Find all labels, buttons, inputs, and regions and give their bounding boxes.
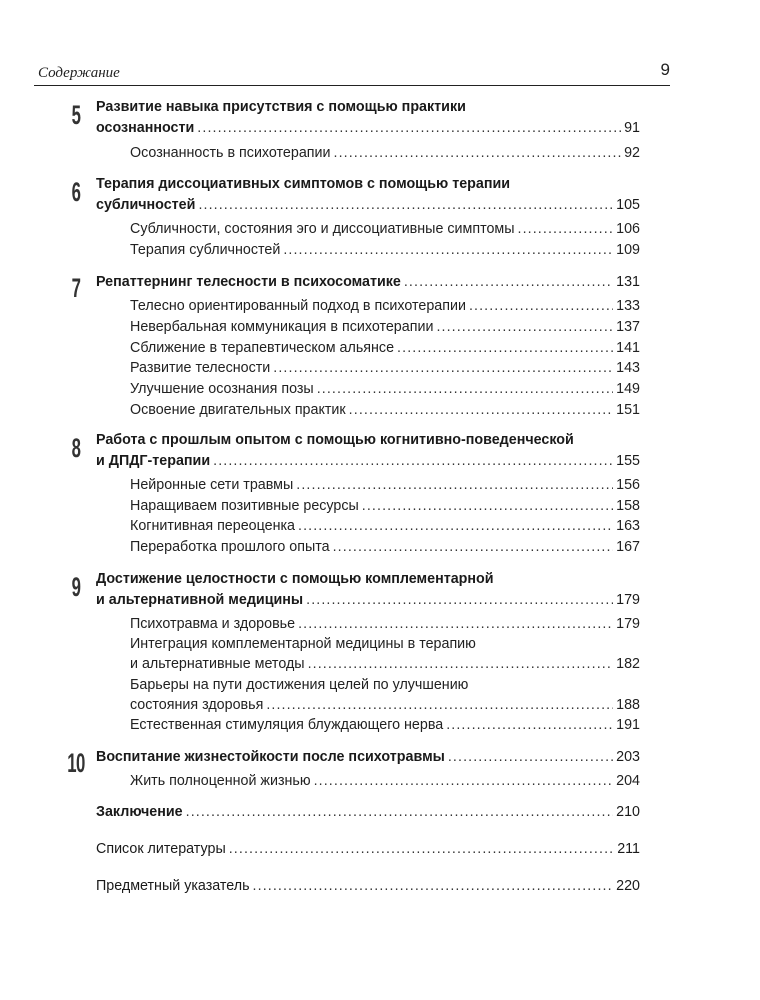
page-number: 204 (616, 773, 640, 789)
chapter-title: осознанности (96, 120, 195, 136)
page-number: 179 (616, 592, 640, 608)
toc-entry-index[interactable] (96, 876, 640, 896)
chapter-title: Репаттернинг телесности в психосоматике (96, 274, 401, 290)
toc-entry[interactable] (130, 219, 640, 239)
section-title-line: Барьеры на пути достижения целей по улучшению (130, 677, 469, 693)
page-number: 163 (616, 518, 640, 534)
chapter-title: Заключение (96, 804, 183, 820)
page-number: 109 (616, 242, 640, 258)
chapter-title-line: Развитие навыка присутствия с помощью практики (96, 99, 466, 115)
dot-leader (213, 451, 613, 471)
section-title: Освоение двигательных практик (130, 402, 346, 418)
toc-entry[interactable] (130, 400, 640, 420)
chapter-title: и альтернативной медицины (96, 592, 304, 608)
section-title: Терапия субличностей (130, 242, 281, 258)
toc-entry[interactable] (96, 272, 640, 292)
chapter-number: 7 (71, 273, 81, 303)
dot-leader (298, 614, 613, 634)
page-number: 211 (617, 841, 640, 857)
dot-leader (298, 516, 613, 536)
page-number: 149 (616, 381, 640, 397)
dot-leader (306, 590, 613, 610)
dot-leader (446, 715, 613, 735)
chapter-number: 10 (67, 748, 85, 778)
section-title: Психотравма и здоровье (130, 616, 296, 632)
toc-entry[interactable] (96, 747, 640, 767)
page-number: 220 (616, 878, 640, 894)
section-title: Невербальная коммуникация в психотерапии (130, 319, 434, 335)
toc-entry-conclusion[interactable] (96, 802, 640, 822)
section-title: Наращиваем позитивные ресурсы (130, 498, 359, 514)
page-number: 91 (624, 120, 640, 136)
dot-leader (197, 118, 621, 138)
toc-entry[interactable] (130, 143, 640, 163)
toc-entry[interactable] (130, 695, 640, 715)
page-number: 137 (616, 319, 640, 335)
section-title: Жить полноценной жизнью (130, 773, 311, 789)
toc-entry[interactable] (130, 537, 640, 557)
header-page-number: 9 (660, 60, 670, 79)
dot-leader (317, 379, 613, 399)
section-title: Сближение в терапевтическом альянсе (130, 340, 395, 356)
dot-leader (469, 296, 613, 316)
dot-leader (253, 876, 614, 896)
section-title: Естественная стимуляция блуждающего нерва (130, 717, 444, 733)
dot-leader (362, 496, 613, 516)
toc-entry[interactable] (96, 195, 640, 215)
toc-entry[interactable] (130, 338, 640, 358)
toc-entry-bibliography[interactable] (96, 839, 640, 859)
chapter-title: Воспитание жизнестойкости после психотравмы (96, 749, 445, 765)
section-title: Улучшение осознания позы (130, 381, 314, 397)
page-number: 156 (616, 477, 640, 493)
page-number: 105 (616, 197, 640, 213)
toc-entry[interactable] (130, 475, 640, 495)
toc-entry[interactable] (96, 451, 640, 471)
toc-entry[interactable] (130, 516, 640, 536)
toc-entry[interactable] (130, 358, 640, 378)
page-number: 141 (616, 340, 640, 356)
dot-leader (349, 400, 613, 420)
dot-leader (308, 654, 614, 674)
chapter-title: Список литературы (96, 841, 226, 857)
dot-leader (334, 143, 622, 163)
page-number: 131 (616, 274, 640, 290)
section-title: Субличности, состояния эго и диссоциативные симптомы (130, 221, 515, 237)
page-number: 167 (616, 539, 640, 555)
dot-leader (273, 358, 613, 378)
dot-leader (448, 747, 613, 767)
dot-leader (296, 475, 613, 495)
section-title: Развитие телесности (130, 360, 271, 376)
section-title: Переработка прошлого опыта (130, 539, 330, 555)
toc-entry[interactable] (130, 240, 640, 260)
toc-entry[interactable] (96, 590, 640, 610)
dot-leader (404, 272, 613, 292)
section-title: Когнитивная переоценка (130, 518, 296, 534)
toc-entry[interactable] (96, 118, 640, 138)
chapter-number: 5 (71, 100, 81, 130)
header-title: Содержание (38, 65, 120, 81)
page-number: 210 (616, 804, 640, 820)
chapter-number: 6 (71, 177, 81, 207)
section-title: и альтернативные методы (130, 656, 305, 672)
chapter-title-line: Терапия диссоциативных симптомов с помощью терапии (96, 176, 511, 192)
page-number: 188 (616, 697, 640, 713)
section-title: Телесно ориентированный подход в психотерапии (130, 298, 466, 314)
page-number: 182 (616, 656, 640, 672)
dot-leader (266, 695, 613, 715)
chapter-number: 9 (71, 572, 81, 602)
page-number: 158 (616, 498, 640, 514)
page-number: 203 (616, 749, 640, 765)
toc-entry[interactable] (130, 317, 640, 337)
chapter-title: и ДПДГ-терапии (96, 453, 211, 469)
section-title-line: Интеграция комплементарной медицины в терапию (130, 636, 476, 652)
chapter-title-line: Работа с прошлым опытом с помощью когнитивно-поведенческой (96, 432, 574, 448)
toc-entry[interactable] (130, 496, 640, 516)
page-number: 155 (616, 453, 640, 469)
section-title: состояния здоровья (130, 697, 264, 713)
section-title: Нейронные сети травмы (130, 477, 294, 493)
page-number: 92 (624, 145, 640, 161)
dot-leader (229, 839, 614, 859)
dot-leader (198, 195, 613, 215)
dot-leader (333, 537, 614, 557)
toc-entry[interactable] (130, 771, 640, 791)
page-number: 143 (616, 360, 640, 376)
dot-leader (518, 219, 614, 239)
dot-leader (397, 338, 613, 358)
page-number: 106 (616, 221, 640, 237)
chapter-title: Предметный указатель (96, 878, 250, 894)
chapter-number: 8 (71, 433, 81, 463)
dot-leader (283, 240, 613, 260)
toc-entry[interactable] (130, 296, 640, 316)
chapter-title-line: Достижение целостности с помощью комплементарной (96, 571, 494, 587)
toc-entry[interactable] (130, 654, 640, 674)
page-number: 151 (616, 402, 640, 418)
toc-entry[interactable] (130, 715, 640, 735)
toc-entry[interactable] (130, 379, 640, 399)
chapter-title: субличностей (96, 197, 196, 213)
dot-leader (436, 317, 613, 337)
dot-leader (186, 802, 614, 822)
page-number: 179 (616, 616, 640, 632)
toc-entry[interactable] (130, 614, 640, 634)
page-number: 133 (616, 298, 640, 314)
page-number: 191 (616, 717, 640, 733)
dot-leader (314, 771, 614, 791)
section-title: Осознанность в психотерапии (130, 145, 331, 161)
